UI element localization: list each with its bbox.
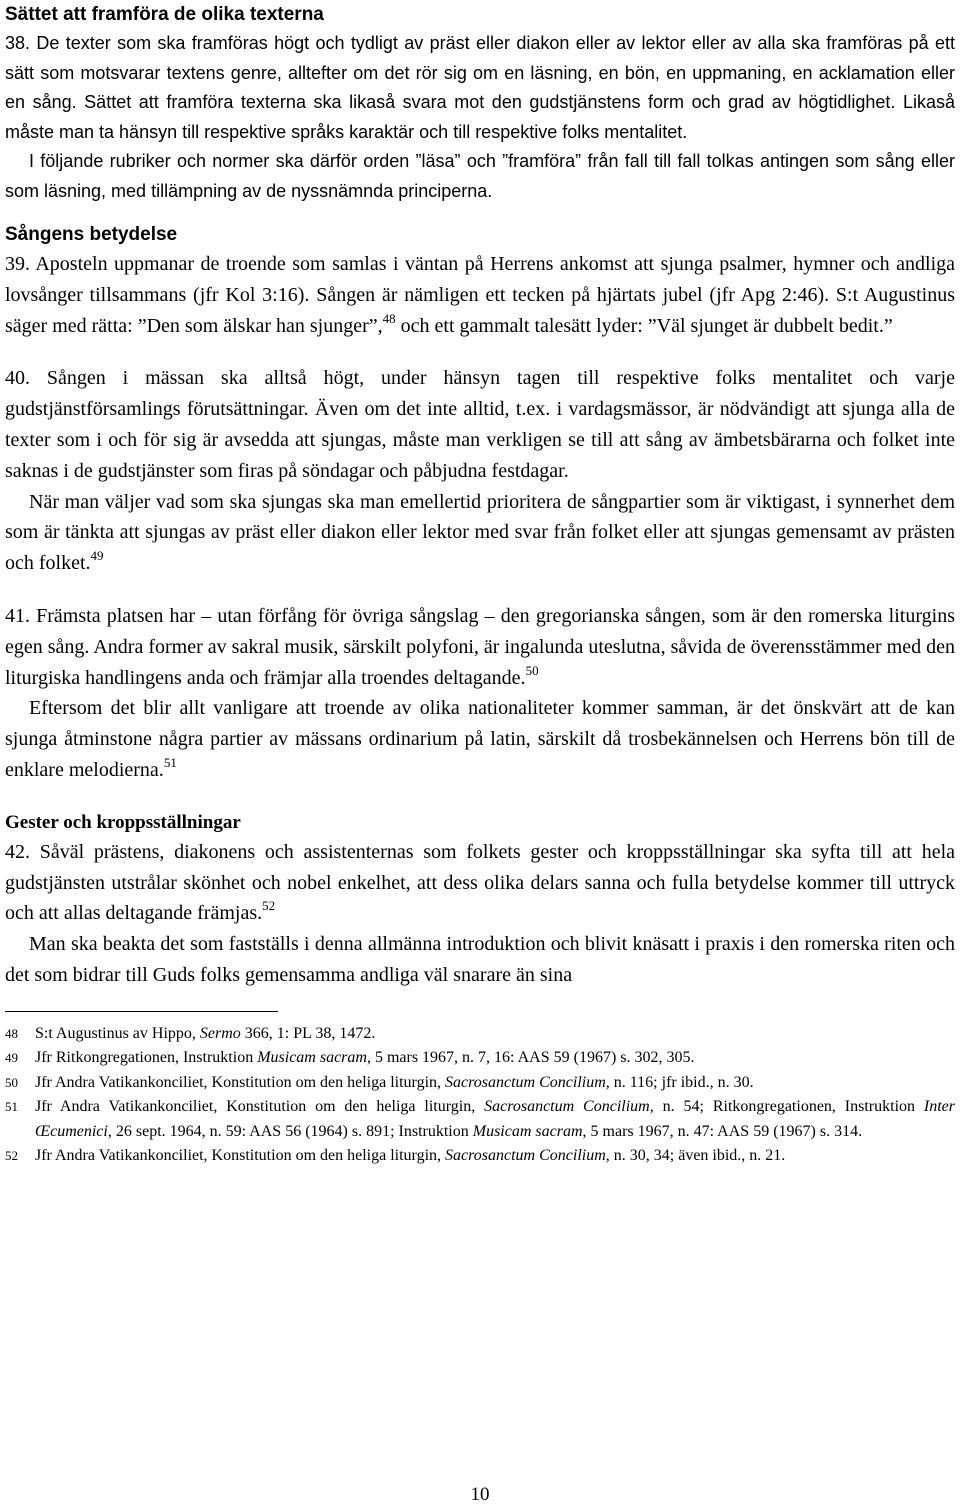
document-page [5, 0, 955, 1169]
paragraph-42-text: 42. Såväl prästens, diakonens och assistenternas som folkets gester och kroppsställningar ska syfta till att hela gudstjänsten utstrålar skönhet och nobel enkelhet, att dess olika delars sanna och fulla betydelse kommer till uttryck och att allas deltagande främjas. [5, 840, 955, 925]
paragraph-41 [5, 601, 955, 693]
footnote-number: 48 [5, 1025, 18, 1041]
section-heading-gester: Gester och kroppsställningar [5, 811, 241, 833]
footnote-number: 52 [5, 1148, 18, 1164]
footnote-number: 50 [5, 1074, 18, 1090]
footnote-ref-50[interactable]: 50 [525, 662, 539, 678]
footnote-48 [5, 1022, 955, 1047]
footnote-text: Jfr Andra Vatikankonciliet, Konstitution om den heliga liturgin, Sacrosanctum Concilium, n. 30, 34; även ibid., n. 21. [35, 1147, 786, 1165]
footnote-51 [5, 1095, 955, 1144]
footnotes [5, 1022, 955, 1169]
paragraph-41-text: 41. Främsta platsen har – utan förfång för övriga sångslag – den gregorianska sången, som är den romerska liturgins egen sång. Andra former av sakral musik, särskilt polyfoni, är ingalunda uteslutna, såvida de överensstämmer med den liturgiska handlingens anda och främjar alla troendes deltagande. [5, 604, 955, 689]
footnote-ref-52[interactable]: 52 [262, 898, 276, 914]
footnote-49 [5, 1046, 955, 1071]
footnote-ref-51[interactable]: 51 [163, 754, 177, 770]
footnote-52 [5, 1144, 955, 1169]
paragraph-39-tail: och ett gammalt talesätt lyder: ”Väl sjunget är dubbelt bedit.” [395, 314, 893, 337]
paragraph-42-continued: Man ska beakta det som fastställs i denna allmänna introduktion och blivit knäsatt i praxis i den romerska riten och det som bidrar till Guds folks gemensamma andliga väl snarare än sina [5, 933, 955, 986]
footnote-ref-48[interactable]: 48 [382, 310, 396, 326]
paragraph-39-text: 39. Aposteln uppmanar de troende som samlas i väntan på Herrens ankomst att sjunga psalmer, hymner och andliga lovsånger tillsammans (jfr Kol 3:16). Sången är nämligen ett tecken på hjärtats jubel (jfr Apg 2:46). S:t Augustinus säger med rätta: ”Den som älskar han sjunger”, [5, 253, 955, 337]
footnote-text: S:t Augustinus av Hippo, Sermo 366, 1: PL 38, 1472. [35, 1024, 376, 1042]
paragraph-38: 38. De texter som ska framföras högt och tydligt av präst eller diakon eller av lektor eller av alla ska framföras på ett sätt som motsvarar textens genre, alltefter om det rör sig om en läsning, en bön, en uppmaning, en acklamation eller en sång. Sättet att framföra texterna ska likaså svara mot den gudstjänstens form och grad av högtidlighet. Likaså måste man ta hänsyn till respektive språks karaktär och till respektive folks mentalitet. [5, 33, 955, 142]
paragraph-38-continued: I följande rubriker och normer ska därför orden ”läsa” och ”framföra” från fall till fall tolkas antingen som sång eller som läsning, med tillämpning av de nyssnämnda principerna. [5, 151, 955, 201]
footnote-ref-49[interactable]: 49 [90, 548, 104, 564]
section-heading-framfora: Sättet att framföra de olika texterna [5, 4, 324, 25]
footnote-number: 49 [5, 1050, 18, 1066]
paragraph-41-continued-text: Eftersom det blir allt vanligare att troende av olika nationaliteter kommer samman, är det önskvärt att de kan sjunga åtminstone några partier av mässans ordinarium på latin, särskilt då trosbekännelsen och Herrens bön till de enklare melodierna. [5, 697, 955, 781]
footnote-number: 51 [5, 1099, 18, 1115]
page-number: 10 [470, 1484, 490, 1505]
paragraph-39 [5, 249, 955, 341]
paragraph-40-continued-text: När man väljer vad som ska sjungas ska man emellertid prioritera de sångpartier som är viktigast, i synnerhet dem som är tänkta att sjungas av präst eller diakon eller lektor med svar från folket eller att sjungas gemensamt av prästen och folket. [5, 490, 955, 575]
paragraph-42 [5, 837, 955, 929]
footnote-text: Jfr Ritkongregationen, Instruktion Musicam sacram, 5 mars 1967, n. 7, 16: AAS 59 (1967) s. 302, 305. [35, 1049, 695, 1067]
paragraph-41-continued [5, 693, 955, 785]
footnote-50 [5, 1071, 955, 1096]
paragraph-40: 40. Sången i mässan ska alltså högt, under hänsyn tagen till respektive folks mentalitet och varje gudstjänstförsamlings förutsättningar. Även om det inte alltid, t.ex. i vardagsmässor, är nödvändigt att sjunga alla de texter som i och för sig är avsedda att sjungas, måste man verkligen se till att sång av ämbetsbärarna och folket inte saknas i de gudstjänster som firas på söndagar och påbjudna festdagar. [5, 367, 955, 482]
paragraph-40-continued [5, 487, 955, 579]
footnote-text: Jfr Andra Vatikankonciliet, Konstitution om den heliga liturgin, Sacrosanctum Concilium, n. 54; Ritkongregationen, Instruktion Inter Œcumenici, 26 sept. 1964, n. 59: AAS 56 (1964) s. 891; Instruktion Musicam sacram, 5 mars 1967, n. 47: AAS 59 (1967) s. 314. [35, 1098, 956, 1140]
section-heading-sangens-betydelse: Sångens betydelse [5, 224, 178, 245]
footnote-text: Jfr Andra Vatikankonciliet, Konstitution om den heliga liturgin, Sacrosanctum Concilium, n. 116; jfr ibid., n. 30. [35, 1073, 754, 1091]
footnote-separator [5, 1011, 278, 1012]
